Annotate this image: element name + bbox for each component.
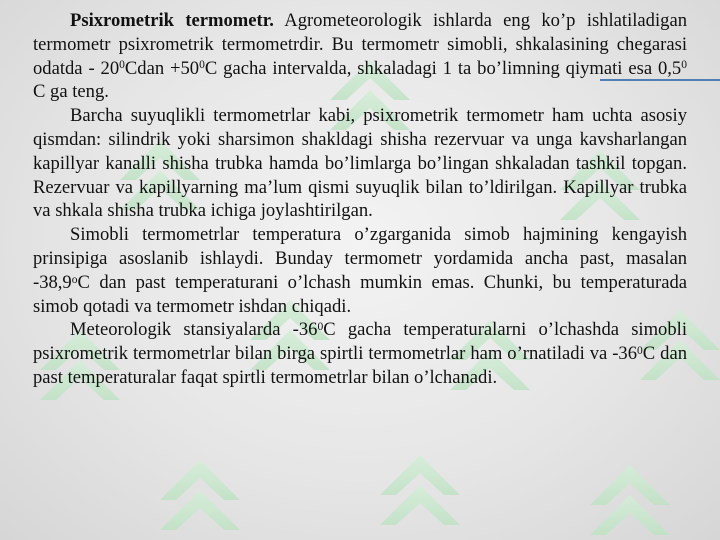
superscript: 0 bbox=[637, 344, 643, 357]
chevron-icon bbox=[590, 465, 670, 535]
text-run: C ga teng. bbox=[33, 81, 109, 103]
superscript: o bbox=[71, 273, 78, 286]
superscript: 0 bbox=[681, 59, 687, 72]
chevron-icon bbox=[160, 460, 240, 530]
text-run: C dan past temperaturani o’lchash mumkin emas. Chunki, bu temperaturada simob qotadi va termometr ishdan chiqadi. bbox=[33, 271, 687, 317]
text-run: C gacha temperaturalarni o’lchashda simobli psixrometrik termometrlar bilan birga spirtli termometrlar ham o’rnatiladi va -36 bbox=[33, 319, 687, 365]
paragraph-title: Psixrometrik termometr. bbox=[70, 10, 274, 31]
superscript: 0 bbox=[119, 59, 125, 72]
body-text bbox=[33, 9, 687, 390]
text-run: Meteorologik stansiyalarda -36 bbox=[70, 319, 318, 341]
text-run: Cdan +50 bbox=[124, 57, 200, 79]
paragraph-structure: Barcha suyuqlikli termometrlar kabi, psixrometrik termometr ham uchta asosiy qismdan: silindrik yoki sharsimon shakldagi shisha rezervuar va unga kavsharlangan kapillyar kanalli shisha trubka hamda bo’limlarga bo’lingan shkaladan tashkil topgan. Rezervuar va kapillyarning ma’lum qismi suyuqlik bilan to’ldirilgan. Kapillyar trubka va shkala shisha trubka ichiga joylashtirilgan. bbox=[33, 105, 687, 222]
text-run: Agrometeorologik ishlarda eng ko’p ishlatiladigan termometr psixrometrik termometrdir. Bu termometr simobli, shkalasining chegarasi odatda - 20 bbox=[33, 10, 687, 79]
superscript: 0 bbox=[317, 321, 324, 334]
superscript: 0 bbox=[199, 59, 205, 72]
paragraph-principle bbox=[33, 223, 687, 318]
text-run: Simobli termometrlar temperatura o’zgarganida simob hajmining kengayish prinsipiga asoslanib ishlaydi. Bunday termometr yordamida ancha past, masalan -38,9 bbox=[33, 224, 687, 293]
text-run: C dan past temperaturalar faqat spirtli termometrlar bilan o’lchanadi. bbox=[33, 343, 687, 388]
chevron-icon bbox=[380, 455, 460, 525]
text-run: C gacha intervalda, shkaladagi 1 ta bo’limning qiymati esa 0,5 bbox=[204, 57, 682, 79]
paragraph-stations bbox=[33, 318, 687, 389]
paragraph-psixrometrik bbox=[33, 9, 687, 104]
